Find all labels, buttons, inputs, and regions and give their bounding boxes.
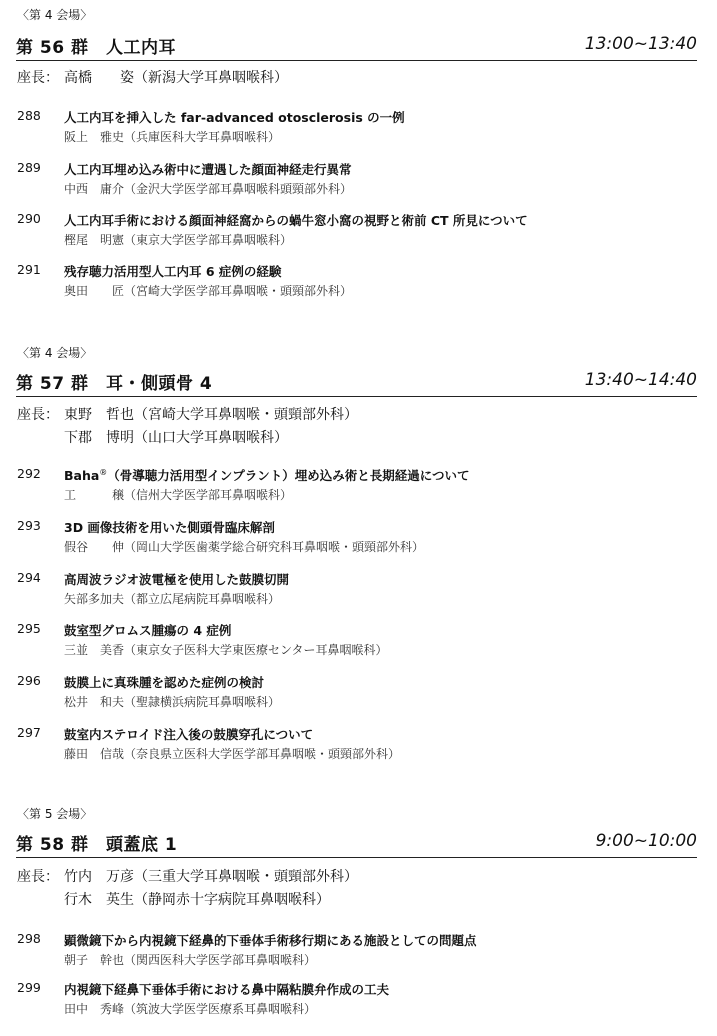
chair-row (17, 427, 358, 450)
session-header (16, 33, 697, 61)
presentation-number: 290 (17, 211, 41, 226)
presentation-number: 297 (17, 725, 41, 740)
presentation-number: 288 (17, 108, 41, 123)
presentation-title: 人工内耳埋め込み術中に遭遇した顔面神経走行異常 (64, 162, 352, 177)
session-title: 第 58 群 頭蓋底 1 (16, 835, 178, 855)
session-header (16, 369, 697, 397)
presentation-author: 三並 美香（東京女子医科大学東医療センター耳鼻咽喉科） (64, 643, 388, 657)
presentation-title: 3D 画像技術を用いた側頭骨臨床解剖 (64, 520, 275, 535)
session-time: 13:00~13:40 (584, 34, 697, 54)
chair-name: 竹内 万彦（三重大学耳鼻咽喉・頭頸部外科） (64, 869, 358, 885)
presentation-author: 松井 和夫（聖隷横浜病院耳鼻咽喉科） (64, 695, 281, 709)
presentation-title: 顕微鏡下から内視鏡下経鼻的下垂体手術移行期にある施設としての問題点 (64, 933, 477, 948)
chair-row (17, 404, 358, 427)
presentation-title: 内視鏡下経鼻下垂体手術における鼻中隔粘膜弁作成の工夫 (64, 982, 390, 997)
venue-label: 〈第 4 会場〉 (17, 8, 93, 22)
chair-label (17, 889, 64, 912)
presentation-author: 田中 秀峰（筑波大学医学医療系耳鼻咽喉科） (64, 1002, 317, 1016)
chairs (17, 866, 358, 912)
presentation-number: 298 (17, 931, 41, 946)
chairs (17, 404, 358, 450)
presentation-title (64, 466, 470, 484)
presentation-title: 鼓膜上に真珠腫を認めた症例の検討 (64, 675, 265, 690)
presentation-author: 樫尾 明憲（東京大学医学部耳鼻咽喉科） (64, 233, 293, 247)
chair-label (17, 427, 64, 450)
presentation-author: 矢部多加夫（都立広尾病院耳鼻咽喉科） (64, 592, 281, 606)
chair-row (17, 67, 288, 90)
presentation-number: 296 (17, 673, 41, 688)
title-text: Baha (64, 468, 100, 483)
presentation-number: 289 (17, 160, 41, 175)
presentation-number: 292 (17, 466, 41, 481)
chair-name: 行木 英生（静岡赤十字病院耳鼻咽喉科） (64, 892, 330, 908)
venue-label: 〈第 4 会場〉 (17, 346, 93, 360)
presentation-author: 中西 庸介（金沢大学医学部耳鼻咽喉科頭頸部外科） (64, 182, 353, 196)
title-text-rest: （骨導聴力活用型インプラント）埋め込み術と長期経過について (107, 468, 470, 483)
chair-row (17, 889, 358, 912)
presentation-author: 阪上 雅史（兵庫医科大学耳鼻咽喉科） (64, 130, 281, 144)
session-time: 13:40~14:40 (584, 370, 697, 390)
chair-name: 下郡 博明（山口大学耳鼻咽喉科） (64, 430, 288, 446)
chair-row (17, 866, 358, 889)
chair-label: 座長： (17, 407, 59, 423)
presentation-title: 高周波ラジオ波電極を使用した鼓膜切開 (64, 572, 290, 587)
chair-name: 東野 哲也（宮崎大学耳鼻咽喉・頭頸部外科） (64, 407, 358, 423)
presentation-title: 鼓室内ステロイド注入後の鼓膜穿孔について (64, 727, 314, 742)
chair-name: 高橋 姿（新潟大学耳鼻咽喉科） (64, 70, 288, 86)
venue-label: 〈第 5 会場〉 (17, 807, 93, 821)
presentation-author: 奥田 匠（宮崎大学医学部耳鼻咽喉・頭頸部外科） (64, 284, 353, 298)
presentation-title: 鼓室型グロムス腫瘍の 4 症例 (64, 623, 232, 638)
presentation-title: 残存聴力活用型人工内耳 6 症例の経験 (64, 264, 282, 279)
presentation-author: 朝子 幹也（関西医科大学医学部耳鼻咽喉科） (64, 953, 317, 967)
presentation-number: 295 (17, 621, 41, 636)
presentation-author: 藤田 信哉（奈良県立医科大学医学部耳鼻咽喉・頭頸部外科） (64, 747, 401, 761)
session-header (16, 830, 697, 858)
registered-mark: ® (99, 468, 108, 477)
session-title: 第 56 群 人工内耳 (16, 38, 176, 58)
presentation-author: 假谷 伸（岡山大学医歯薬学総合研究科耳鼻咽喉・頭頸部外科） (64, 540, 425, 554)
presentation-number: 293 (17, 518, 41, 533)
session-time: 9:00~10:00 (595, 831, 697, 851)
presentation-title: 人工内耳を挿入した far-advanced otosclerosis の一例 (64, 110, 405, 125)
presentation-number: 294 (17, 570, 41, 585)
chairs (17, 67, 288, 90)
chair-label: 座長： (17, 869, 59, 885)
presentation-author: 工 穣（信州大学医学部耳鼻咽喉科） (64, 488, 293, 502)
chair-label: 座長： (17, 70, 59, 86)
presentation-title: 人工内耳手術における顔面神経窩からの蝸牛窓小窩の視野と術前 CT 所見について (64, 213, 528, 228)
session-title: 第 57 群 耳・側頭骨 4 (16, 374, 213, 394)
presentation-number: 299 (17, 980, 41, 995)
presentation-number: 291 (17, 262, 41, 277)
